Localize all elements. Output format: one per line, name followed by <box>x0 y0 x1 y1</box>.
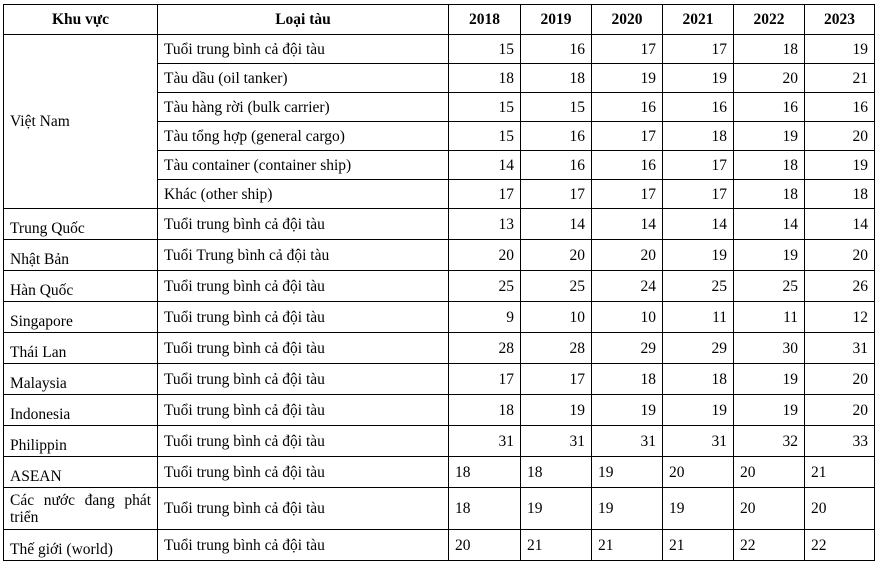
value-cell: 20 <box>663 457 734 488</box>
value-cell: 16 <box>592 151 663 180</box>
value-cell: 31 <box>449 426 521 457</box>
region-cell: Malaysia <box>4 364 158 395</box>
value-cell: 22 <box>805 530 875 561</box>
table-row <box>4 457 875 488</box>
value-cell: 10 <box>592 302 663 333</box>
value-cell: 14 <box>663 209 734 240</box>
value-cell: 25 <box>734 271 805 302</box>
ship-type-cell: Tuổi trung bình cả đội tàu <box>158 302 449 333</box>
value-cell: 17 <box>449 180 521 209</box>
value-cell: 18 <box>521 457 592 488</box>
value-cell: 19 <box>734 364 805 395</box>
value-cell: 15 <box>449 35 521 64</box>
value-cell: 18 <box>592 364 663 395</box>
region-cell: Thái Lan <box>4 333 158 364</box>
value-cell: 9 <box>449 302 521 333</box>
value-cell: 18 <box>734 35 805 64</box>
value-cell: 14 <box>592 209 663 240</box>
value-cell: 11 <box>663 302 734 333</box>
region-cell: Các nước đang phát triển <box>4 488 158 530</box>
value-cell: 13 <box>449 209 521 240</box>
table-row <box>4 488 875 530</box>
value-cell: 19 <box>734 122 805 151</box>
value-cell: 20 <box>592 240 663 271</box>
value-cell: 18 <box>449 457 521 488</box>
value-cell: 28 <box>521 333 592 364</box>
value-cell: 16 <box>592 93 663 122</box>
value-cell: 32 <box>734 426 805 457</box>
value-cell: 19 <box>805 151 875 180</box>
table-body <box>4 35 875 561</box>
value-cell: 20 <box>449 530 521 561</box>
value-cell: 19 <box>521 395 592 426</box>
value-cell: 18 <box>734 180 805 209</box>
ship-type-cell: Tuổi trung bình cả đội tàu <box>158 530 449 561</box>
table-row <box>4 35 875 64</box>
ship-type-cell: Tuổi Trung bình cả đội tàu <box>158 240 449 271</box>
table-row <box>4 240 875 271</box>
ship-type-cell: Tuổi trung bình cả đội tàu <box>158 395 449 426</box>
ship-age-table <box>3 4 875 561</box>
table-row <box>4 302 875 333</box>
value-cell: 19 <box>521 488 592 530</box>
value-cell: 20 <box>521 240 592 271</box>
table-row <box>4 426 875 457</box>
value-cell: 16 <box>521 35 592 64</box>
value-cell: 25 <box>521 271 592 302</box>
value-cell: 25 <box>449 271 521 302</box>
header-year: 2023 <box>805 5 875 35</box>
value-cell: 31 <box>663 426 734 457</box>
value-cell: 19 <box>592 64 663 93</box>
ship-age-table-wrapper <box>3 4 875 561</box>
region-cell: Singapore <box>4 302 158 333</box>
ship-type-cell: Tuổi trung bình cả đội tàu <box>158 209 449 240</box>
table-row <box>4 271 875 302</box>
region-cell: Indonesia <box>4 395 158 426</box>
value-cell: 20 <box>805 395 875 426</box>
header-year: 2018 <box>449 5 521 35</box>
ship-type-cell: Khác (other ship) <box>158 180 449 209</box>
value-cell: 25 <box>663 271 734 302</box>
value-cell: 17 <box>592 180 663 209</box>
value-cell: 20 <box>449 240 521 271</box>
ship-type-cell: Tuổi trung bình cả đội tàu <box>158 35 449 64</box>
value-cell: 12 <box>805 302 875 333</box>
value-cell: 17 <box>592 122 663 151</box>
ship-type-cell: Tàu dầu (oil tanker) <box>158 64 449 93</box>
value-cell: 15 <box>449 93 521 122</box>
value-cell: 18 <box>449 64 521 93</box>
value-cell: 21 <box>663 530 734 561</box>
header-year: 2021 <box>663 5 734 35</box>
value-cell: 19 <box>663 488 734 530</box>
value-cell: 18 <box>449 488 521 530</box>
value-cell: 21 <box>805 64 875 93</box>
value-cell: 33 <box>805 426 875 457</box>
value-cell: 11 <box>734 302 805 333</box>
value-cell: 20 <box>805 488 875 530</box>
header-region: Khu vực <box>4 5 158 35</box>
header-year: 2022 <box>734 5 805 35</box>
region-cell: Nhật Bản <box>4 240 158 271</box>
value-cell: 19 <box>734 395 805 426</box>
value-cell: 29 <box>663 333 734 364</box>
header-year: 2019 <box>521 5 592 35</box>
ship-type-cell: Tàu container (container ship) <box>158 151 449 180</box>
table-row <box>4 395 875 426</box>
value-cell: 20 <box>734 488 805 530</box>
value-cell: 15 <box>449 122 521 151</box>
value-cell: 31 <box>521 426 592 457</box>
value-cell: 21 <box>521 530 592 561</box>
table-row <box>4 333 875 364</box>
value-cell: 19 <box>592 395 663 426</box>
value-cell: 20 <box>734 457 805 488</box>
header-year: 2020 <box>592 5 663 35</box>
value-cell: 21 <box>805 457 875 488</box>
value-cell: 31 <box>592 426 663 457</box>
value-cell: 17 <box>521 364 592 395</box>
ship-type-cell: Tuổi trung bình cả đội tàu <box>158 271 449 302</box>
value-cell: 17 <box>449 364 521 395</box>
value-cell: 16 <box>521 122 592 151</box>
value-cell: 14 <box>521 209 592 240</box>
value-cell: 18 <box>663 122 734 151</box>
region-cell: ASEAN <box>4 457 158 488</box>
value-cell: 18 <box>521 64 592 93</box>
table-row <box>4 209 875 240</box>
value-cell: 19 <box>734 240 805 271</box>
value-cell: 19 <box>805 35 875 64</box>
value-cell: 17 <box>592 35 663 64</box>
value-cell: 19 <box>592 488 663 530</box>
value-cell: 22 <box>734 530 805 561</box>
ship-type-cell: Tuổi trung bình cả đội tàu <box>158 333 449 364</box>
value-cell: 28 <box>449 333 521 364</box>
header-row <box>4 5 875 35</box>
value-cell: 14 <box>734 209 805 240</box>
region-cell: Hàn Quốc <box>4 271 158 302</box>
value-cell: 18 <box>449 395 521 426</box>
value-cell: 19 <box>663 240 734 271</box>
value-cell: 20 <box>734 64 805 93</box>
value-cell: 14 <box>449 151 521 180</box>
table-row <box>4 364 875 395</box>
value-cell: 16 <box>734 93 805 122</box>
value-cell: 26 <box>805 271 875 302</box>
ship-type-cell: Tàu tổng hợp (general cargo) <box>158 122 449 151</box>
ship-type-cell: Tuổi trung bình cả đội tàu <box>158 364 449 395</box>
value-cell: 16 <box>805 93 875 122</box>
region-cell: Philippin <box>4 426 158 457</box>
value-cell: 17 <box>663 151 734 180</box>
ship-type-cell: Tàu hàng rời (bulk carrier) <box>158 93 449 122</box>
value-cell: 17 <box>521 180 592 209</box>
ship-type-cell: Tuổi trung bình cả đội tàu <box>158 426 449 457</box>
value-cell: 24 <box>592 271 663 302</box>
value-cell: 15 <box>521 93 592 122</box>
value-cell: 16 <box>663 93 734 122</box>
value-cell: 14 <box>805 209 875 240</box>
value-cell: 10 <box>521 302 592 333</box>
value-cell: 19 <box>592 457 663 488</box>
value-cell: 18 <box>663 364 734 395</box>
value-cell: 19 <box>663 395 734 426</box>
region-cell: Thế giới (world) <box>4 530 158 561</box>
region-cell: Việt Nam <box>4 35 158 209</box>
value-cell: 20 <box>805 240 875 271</box>
ship-type-cell: Tuổi trung bình cả đội tàu <box>158 457 449 488</box>
value-cell: 17 <box>663 35 734 64</box>
value-cell: 21 <box>592 530 663 561</box>
table-row <box>4 530 875 561</box>
value-cell: 18 <box>805 180 875 209</box>
value-cell: 17 <box>663 180 734 209</box>
value-cell: 29 <box>592 333 663 364</box>
region-cell: Trung Quốc <box>4 209 158 240</box>
value-cell: 19 <box>663 64 734 93</box>
ship-type-cell: Tuổi trung bình cả đội tàu <box>158 488 449 530</box>
value-cell: 31 <box>805 333 875 364</box>
value-cell: 20 <box>805 364 875 395</box>
value-cell: 30 <box>734 333 805 364</box>
header-ship-type: Loại tàu <box>158 5 449 35</box>
value-cell: 18 <box>734 151 805 180</box>
value-cell: 16 <box>521 151 592 180</box>
value-cell: 20 <box>805 122 875 151</box>
